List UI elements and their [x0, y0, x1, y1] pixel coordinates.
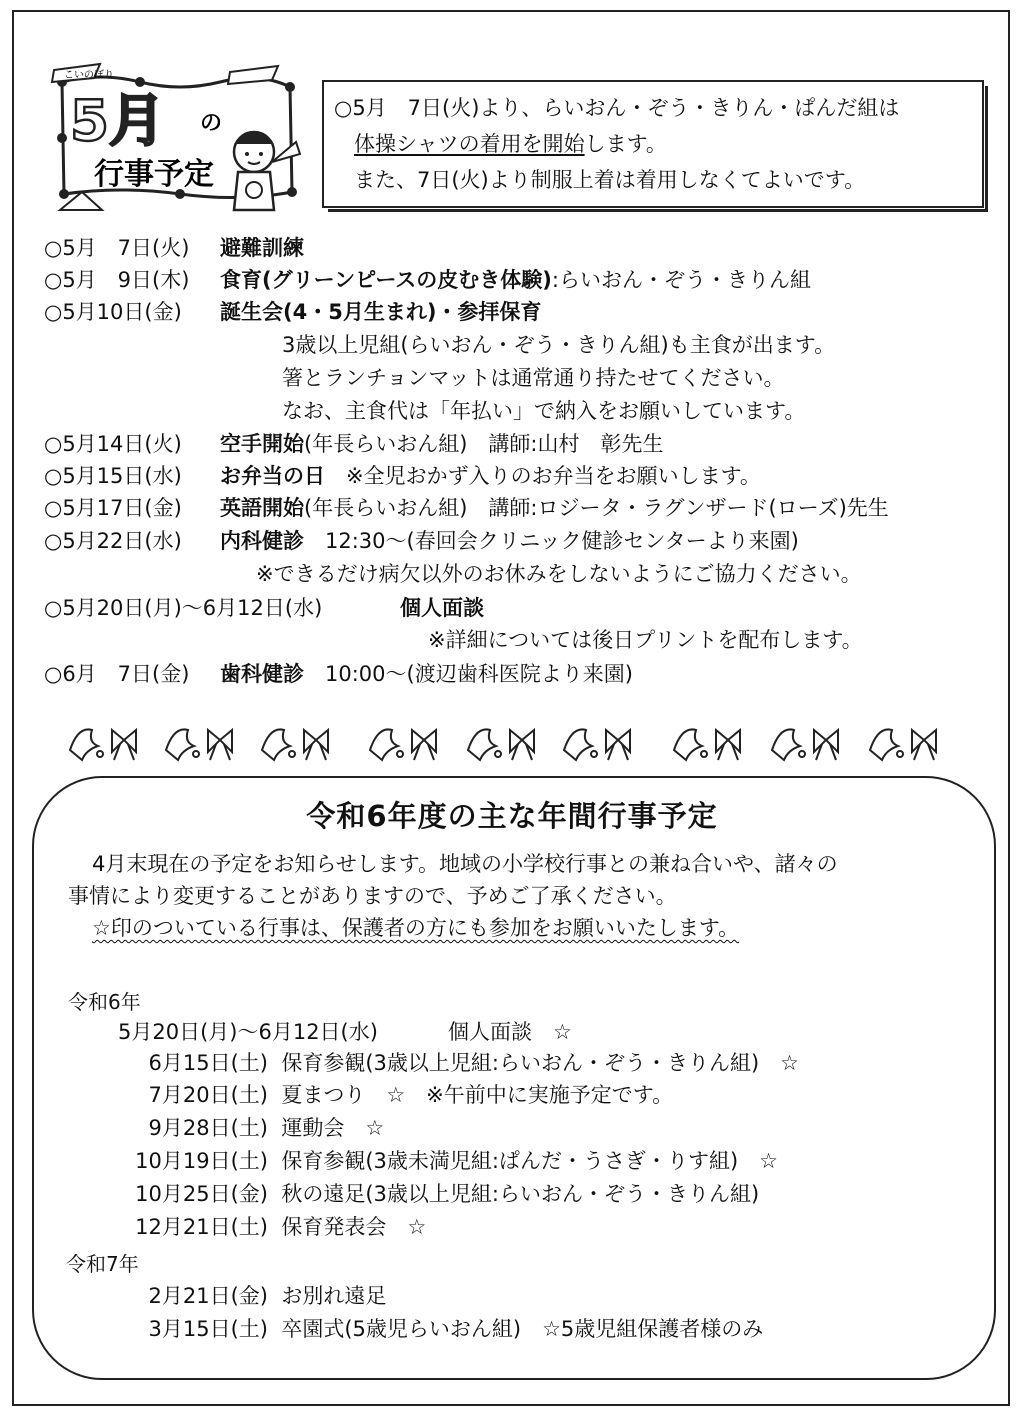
notice-line-2: [354, 128, 667, 158]
event-note: 箸とランチョンマットは通常通り持たせてください。: [282, 366, 785, 390]
event-note: ※できるだけ病欠以外のお休みをしないようにご協力ください。: [256, 562, 862, 586]
bow-icon: [112, 730, 936, 760]
event-row: ○5月 7日(火) 避難訓練: [44, 236, 304, 260]
event-row: ○5月15日(水) お弁当の日 ※全児おかず入りのお弁当をお願いします。: [44, 464, 761, 488]
annual-row: 10月25日(金) 秋の遠足(3歳以上児組:らいおん・ぞう・きりん組): [135, 1182, 760, 1206]
leaf-icon: [70, 729, 903, 760]
notice-line-3: また、7日(火)より制服上着は着用しなくてよいです。: [354, 168, 866, 192]
annual-intro-1: 4月末現在の予定をお知らせします。地域の小学校行事との兼ね合いや、諸々の: [92, 852, 838, 876]
annual-row: 2月21日(金) お別れ遠足: [148, 1284, 387, 1308]
event-row: ○5月 9日(木) 食育(グリーンピースの皮むき体験):らいおん・ぞう・きりん組: [44, 268, 811, 292]
notice-underlined: 体操シャツの着用を開始: [354, 132, 585, 156]
event-note: なお、主食代は「年払い」で納入をお願いしています。: [282, 399, 806, 423]
event-row: ○6月 7日(金) 歯科健診 10:00～(渡辺歯科医院より来園): [44, 662, 633, 686]
notice-line-1: ○5月 7日(火)より、らいおん・ぞう・きりん・ぱんだ組は: [334, 96, 900, 120]
year-label: 令和7年: [66, 1252, 139, 1276]
event-row: ○5月17日(金) 英語開始(年長らいおん組) 講師:ロジータ・ラグンザード(ローズ)先生: [44, 496, 889, 520]
month-title: 5月: [70, 89, 165, 154]
event-note: 3歳以上児組(らいおん・ぞう・きりん組)も主食が出ます。: [282, 333, 836, 357]
decorative-ribbon-border: [68, 720, 958, 766]
annual-row: 6月15日(土) 保育参観(3歳以上児組:らいおん・ぞう・きりん組) ☆: [148, 1051, 800, 1075]
annual-row: 12月21日(土) 保育発表会 ☆: [135, 1215, 427, 1239]
kite-label: こいのぼり: [64, 70, 114, 81]
annual-intro-3: ☆印のついている行事は、保護者の方にも参加をお願いいたします。: [92, 916, 740, 940]
header-badge: [40, 42, 310, 217]
annual-intro-2: 事情により変更することがありますので、予めご了承ください。: [68, 884, 677, 908]
notice-line-2-rest: します。: [584, 132, 667, 156]
event-row: ○5月10日(金) 誕生会(4・5月生まれ)・参拝保育: [44, 300, 542, 324]
annual-row: 5月20日(月)～6月12日(水) 個人面談 ☆: [118, 1020, 572, 1044]
year-label: 令和6年: [68, 990, 141, 1014]
event-row: ○5月20日(月)～6月12日(水) 個人面談: [44, 596, 484, 620]
annual-row: 9月28日(土) 運動会 ☆: [148, 1116, 385, 1140]
event-note: ※詳細については後日プリントを配布します。: [428, 628, 863, 652]
annual-row: 10月19日(土) 保育参観(3歳未満児組:ぱんだ・うさぎ・りす組) ☆: [135, 1149, 779, 1173]
annual-title: 令和6年度の主な年間行事予定: [306, 799, 718, 833]
event-row: ○5月22日(水) 内科健診 12:30～(春回会クリニック健診センターより来園): [44, 529, 799, 553]
annual-row: 3月15日(土) 卒園式(5歳児らいおん組) ☆5歳児組保護者様のみ: [148, 1317, 764, 1341]
badge-title: 行事予定: [94, 157, 214, 192]
event-row: ○5月14日(火) 空手開始(年長らいおん組) 講師:山村 彰先生: [44, 432, 664, 456]
annual-row: 7月20日(土) 夏まつり ☆ ※午前中に実施予定です。: [148, 1083, 674, 1107]
month-no: の: [200, 111, 223, 136]
